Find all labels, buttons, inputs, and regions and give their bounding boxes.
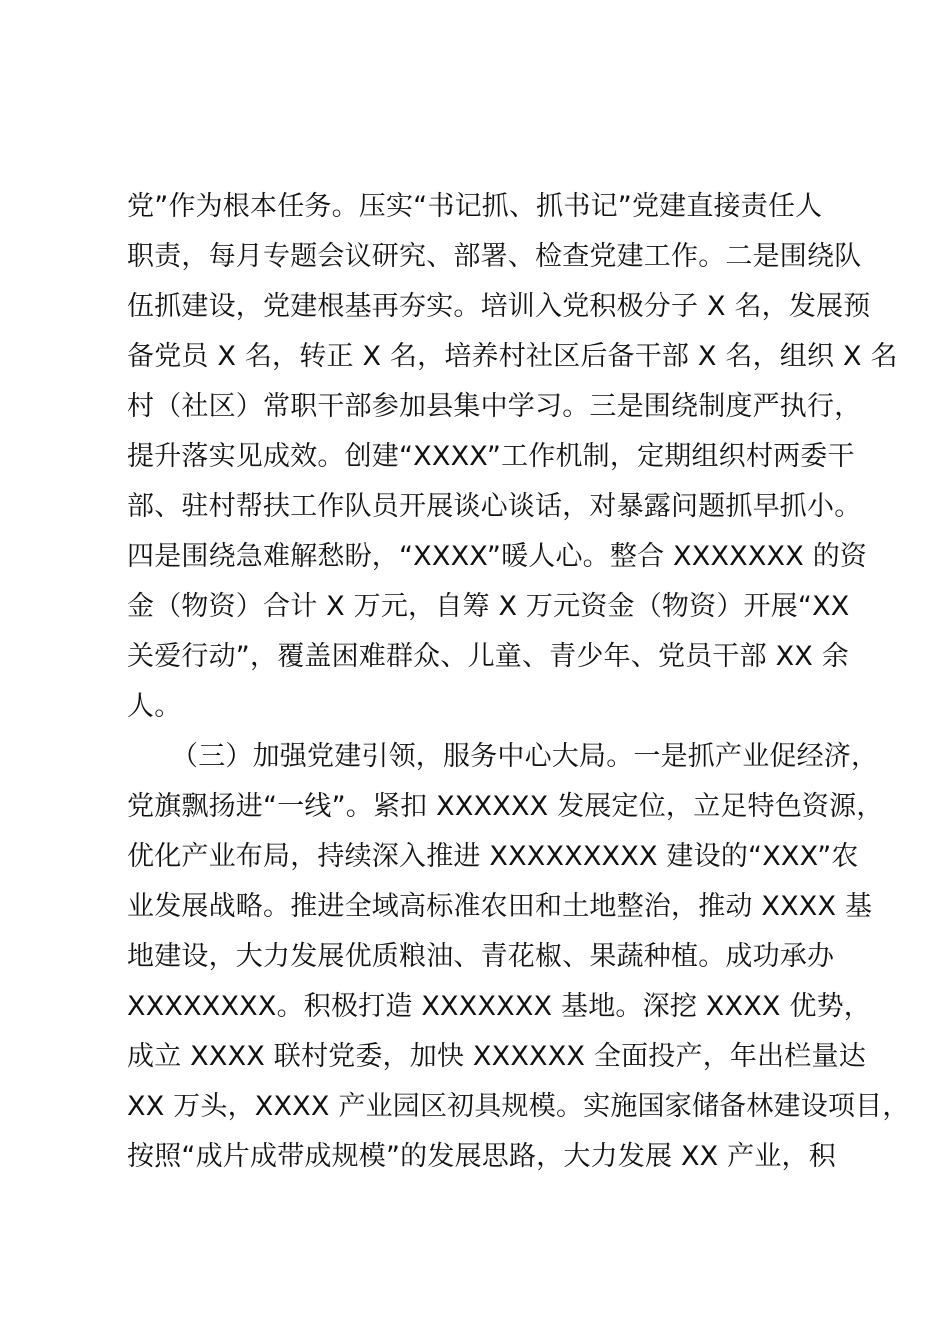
text-line: 优化产业布局，持续深入推进 XXXXXXXXX 建设的“XXX”农: [127, 841, 859, 872]
text-line: 备党员 X 名，转正 X 名，培养村社区后备干部 X 名，组织 X 名: [127, 341, 898, 372]
text-line: 成立 XXXX 联村党委，加快 XXXXXX 全面投产，年出栏量达: [127, 1041, 866, 1072]
text-line: 党旗飘扬进“一线”。紧扣 XXXXXX 发展定位，立足特色资源，: [127, 791, 884, 822]
text-line: XXXXXXXX。积极打造 XXXXXXX 基地。深挖 XXXX 优势，: [127, 991, 871, 1022]
text-line: 提升落实见成效。创建“XXXX”工作机制，定期组织村两委干: [127, 441, 855, 472]
body-text: [127, 182, 910, 1182]
text-line: 地建设，大力发展优质粮油、青花椒、果蔬种植。成功承办: [127, 941, 835, 972]
text-line: 按照“成片成带成规模”的发展思路，大力发展 XX 产业，积: [127, 1141, 836, 1172]
text-line: 四是围绕急难解愁盼，“XXXX”暖人心。整合 XXXXXXX 的资: [127, 541, 868, 572]
text-line: 金（物资）合计 X 万元，自筹 X 万元资金（物资）开展“XX: [127, 591, 850, 622]
section-heading-line: （三）加强党建引领，服务中心大局。一是抓产业促经济，: [171, 741, 879, 772]
text-line: 部、驻村帮扶工作队员开展谈心谈话，对暴露问题抓早抓小。: [127, 491, 862, 522]
text-line: 职责，每月专题会议研究、部署、检查党建工作。二是围绕队: [127, 241, 862, 272]
text-line: 人。: [127, 691, 182, 722]
text-line: 关爱行动”，覆盖困难群众、儿童、青少年、党员干部 XX 余: [127, 641, 849, 672]
text-line: 村（社区）常职干部参加县集中学习。三是围绕制度严执行，: [127, 391, 862, 422]
text-line: 伍抓建设，党建根基再夯实。培训入党积极分子 X 名，发展预: [127, 291, 871, 322]
text-line: XX 万头，XXXX 产业园区初具规模。实施国家储备林建设项目，: [127, 1091, 910, 1122]
text-line: 党”作为根本任务。压实“书记抓、抓书记”党建直接责任人: [127, 191, 823, 222]
text-line: 业发展战略。推进全域高标准农田和土地整治，推动 XXXX 基: [127, 891, 873, 922]
